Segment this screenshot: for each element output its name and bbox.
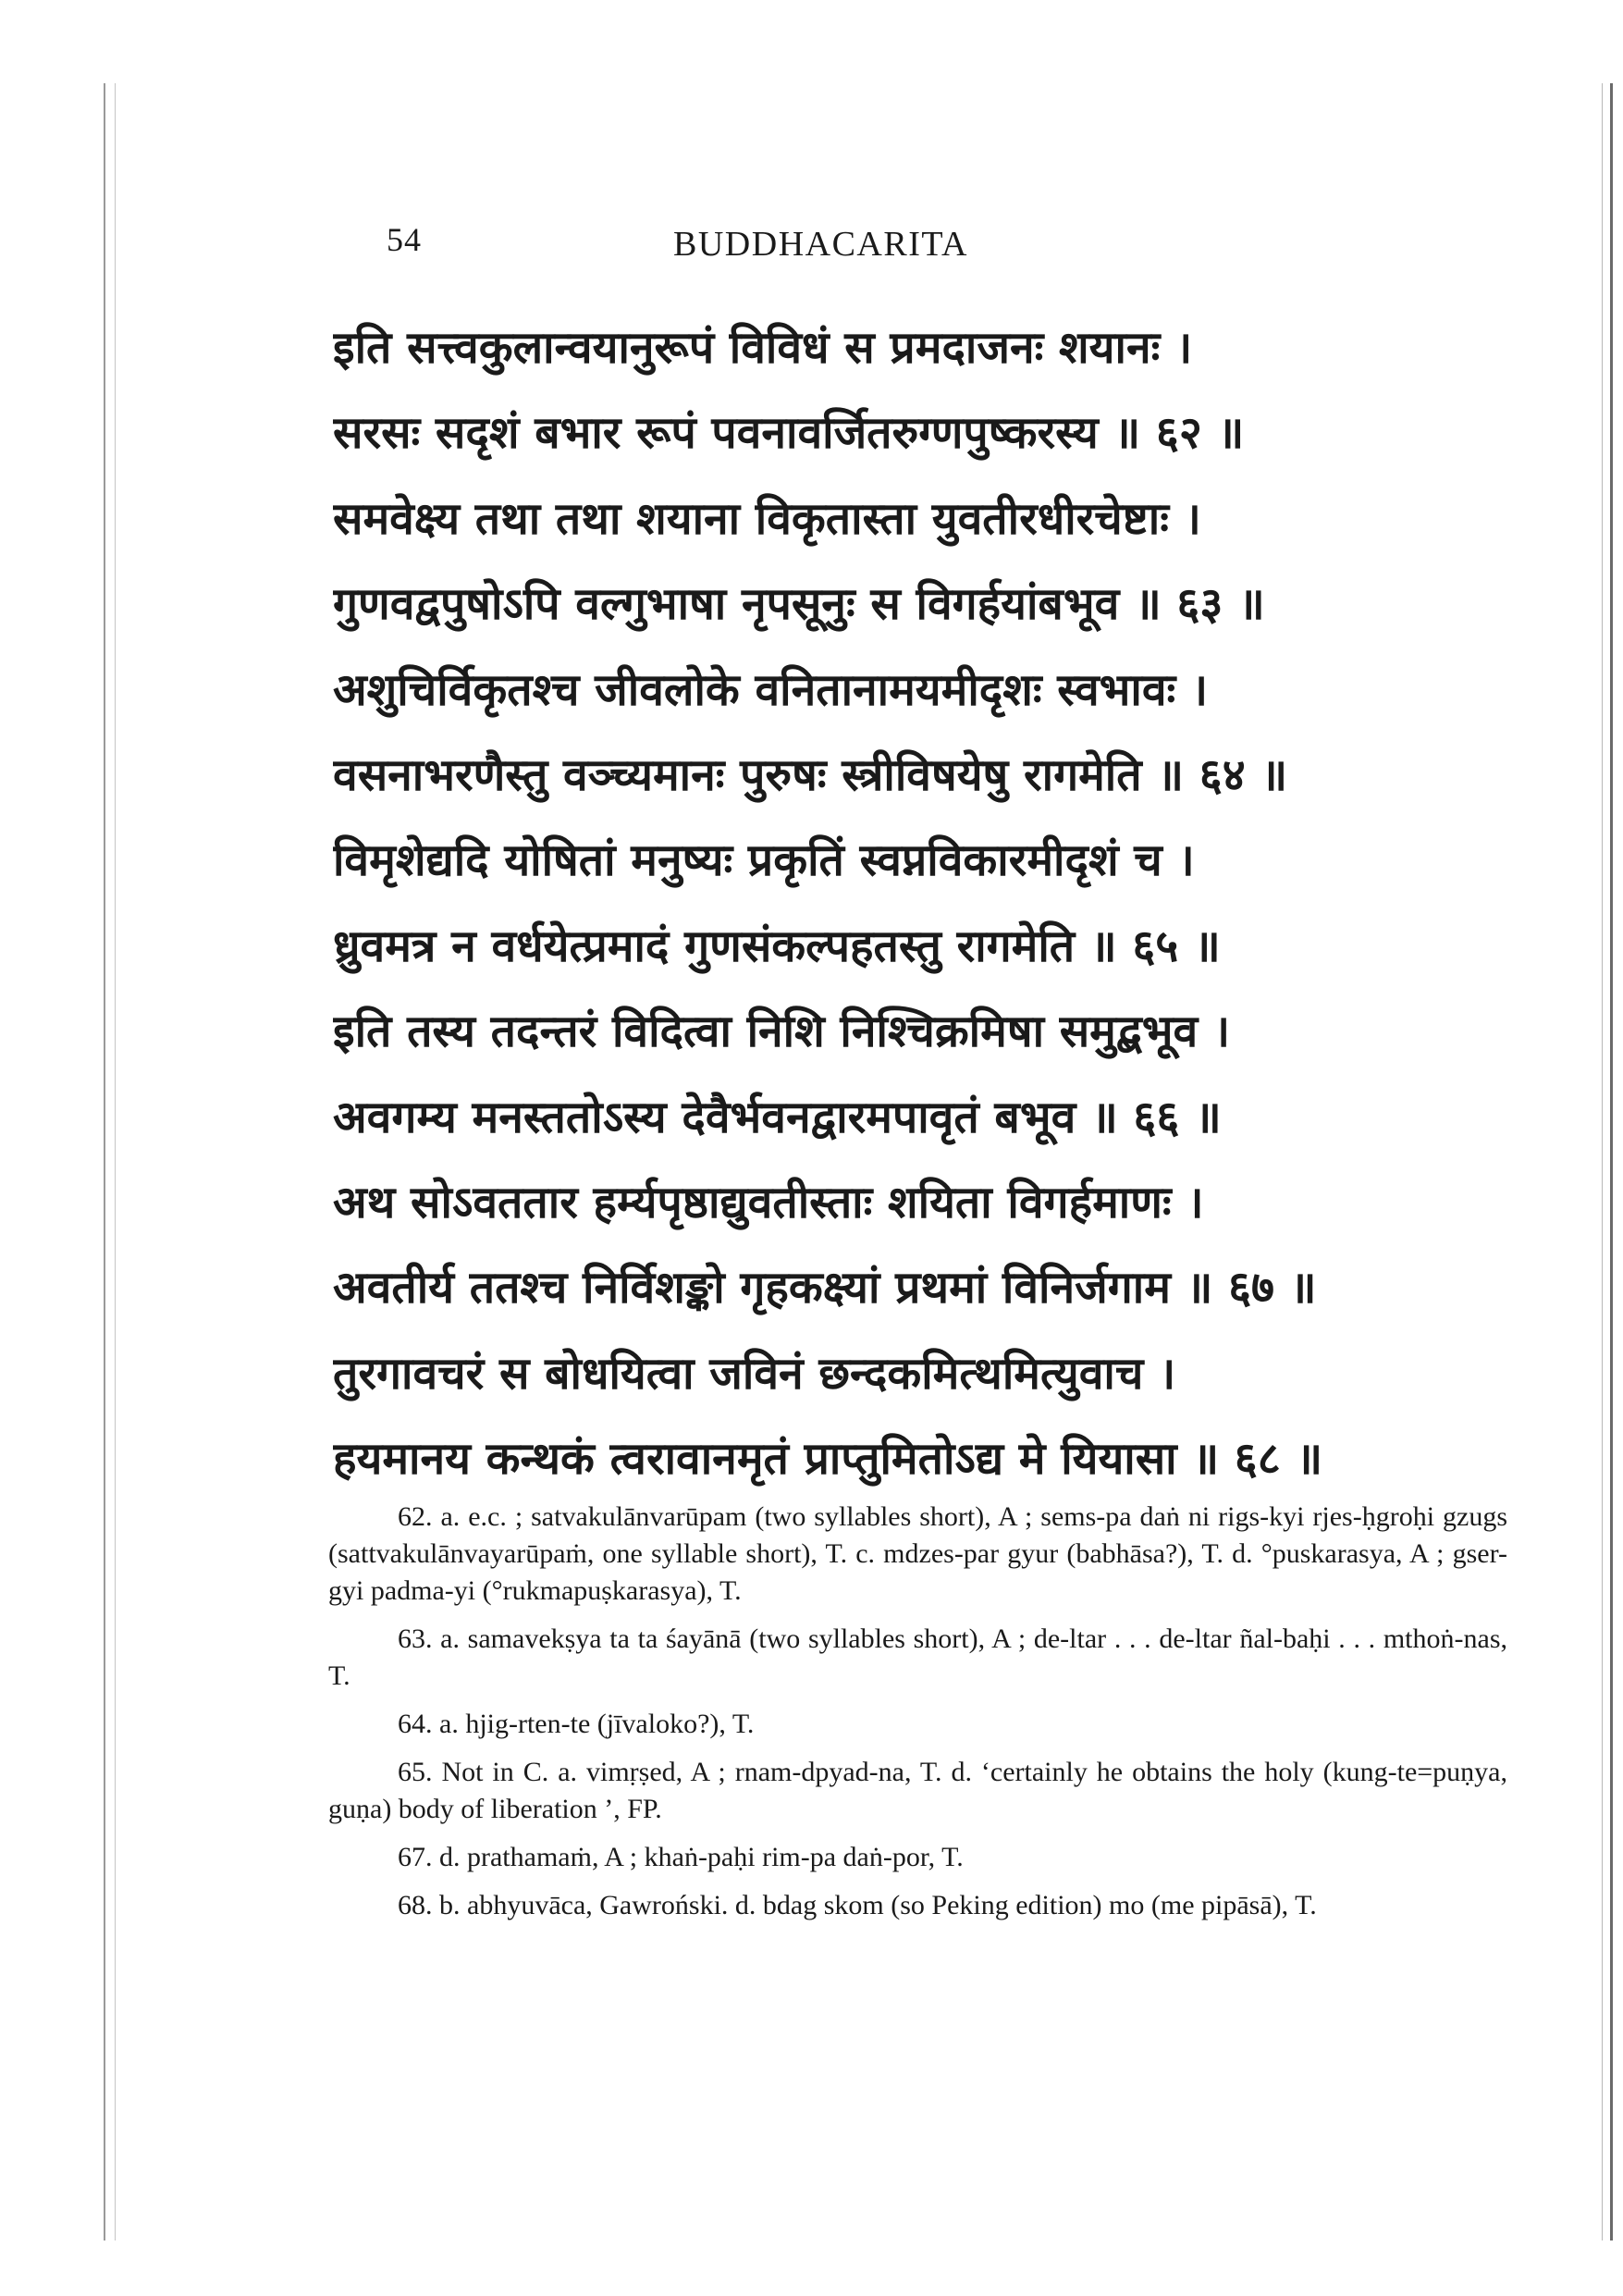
scan-edge-right: [1610, 83, 1613, 2240]
page-number: 54: [387, 221, 422, 258]
scan-edge-right-inner: [1602, 83, 1603, 2240]
scan-edge-left-inner: [115, 83, 116, 2240]
footnote: 65. Not in C. a. vimṛṣed, A ; rnam-dpyad-na, T. d. ‘certainly he obtains the holy (kung-te=puṇya, guṇa) body of liberation ’, FP.: [328, 1757, 1507, 1824]
verse-line: अथ सोऽवततार हर्म्यपृष्ठाद्युवतीस्ताः शयिता विगर्हमाणः ।: [333, 1176, 1204, 1228]
running-head-title: BUDDHACARITA: [673, 225, 968, 264]
verse-line: ध्रुवमत्र न वर्धयेत्प्रमादं गुणसंकल्पहतस्तु रागमेति ॥ ६५ ॥: [333, 920, 1221, 972]
verse-line: गुणवद्वपुषोऽपि वल्गुभाषा नृपसूनुः स विगर्हयांबभूव ॥ ६३ ॥: [333, 578, 1265, 631]
footnote: 68. b. abhyuvāca, Gawroński. d. bdag skom (so Peking edition) mo (me pipāsā), T.: [398, 1890, 1317, 1920]
sanskrit-verses: [333, 305, 1535, 1501]
footnote: 63. a. samavekṣya ta ta śayānā (two syllables short), A ; de-ltar . . . de-ltar ñal-baḥi . . . mthoṅ-nas, T.: [328, 1623, 1507, 1691]
footnote: 67. d. prathamaṁ, A ; khaṅ-paḥi rim-pa daṅ-por, T.: [398, 1842, 964, 1872]
verse-line: इति तस्य तदन्तरं विदित्वा निशि निश्चिक्रमिषा समुद्बभूव ।: [333, 1006, 1231, 1058]
verse-line: सरसः सदृशं बभार रूपं पवनावर्जितरुग्णपुष्करस्य ॥ ६२ ॥: [333, 407, 1245, 460]
verse-line: तुरगावचरं स बोधयित्वा जविनं छन्दकमित्थमित्युवाच ।: [333, 1347, 1176, 1400]
scan-edge-left: [104, 83, 105, 2240]
verse-line: अवगम्य मनस्ततोऽस्य देवैर्भवनद्वारमपावृतं बभूव ॥ ६६ ॥: [333, 1091, 1222, 1143]
verse-line: हयमानय कन्थकं त्वरावानमृतं प्राप्तुमितोऽद्य मे यियासा ॥ ६८ ॥: [333, 1433, 1323, 1486]
footnote: 64. a. hjig-rten-te (jīvaloko?), T.: [398, 1709, 755, 1739]
verse-line: अशुचिर्विकृतश्च जीवलोके वनितानामयमीदृशः स्वभावः ।: [333, 663, 1209, 716]
verse-line: वसनाभरणैस्तु वञ्च्यमानः पुरुषः स्त्रीविषयेषु रागमेति ॥ ६४ ॥: [333, 748, 1288, 801]
footnote: 62. a. e.c. ; satvakulānvarūpam (two syllables short), A ; sems-pa daṅ ni rigs-kyi rjes-ḥgroḥi gzugs (sattvakulānvayarūpaṁ, one syllable short), T. c. mdzes-par gyur (babhāsa?), T. d. °puskarasya, A ; gser-gyi padma-yi (°rukmapuṣkarasya), T.: [328, 1501, 1507, 1606]
footnotes: [328, 1499, 1507, 1935]
verse-line: समवेक्ष्य तथा तथा शयाना विकृतास्ता युवतीरधीरचेष्टाः ।: [333, 492, 1201, 545]
verse-line: इति सत्त्वकुलान्वयानुरूपं विविधं स प्रमदाजनः शयानः ।: [333, 322, 1193, 374]
verse-line: अवतीर्य ततश्च निर्विशङ्को गृहकक्ष्यां प्रथमां विनिर्जगाम ॥ ६७ ॥: [333, 1262, 1317, 1315]
verse-line: विमृशेद्यदि योषितां मनुष्यः प्रकृतिं स्वप्नविकारमीदृशं च ।: [333, 834, 1195, 887]
